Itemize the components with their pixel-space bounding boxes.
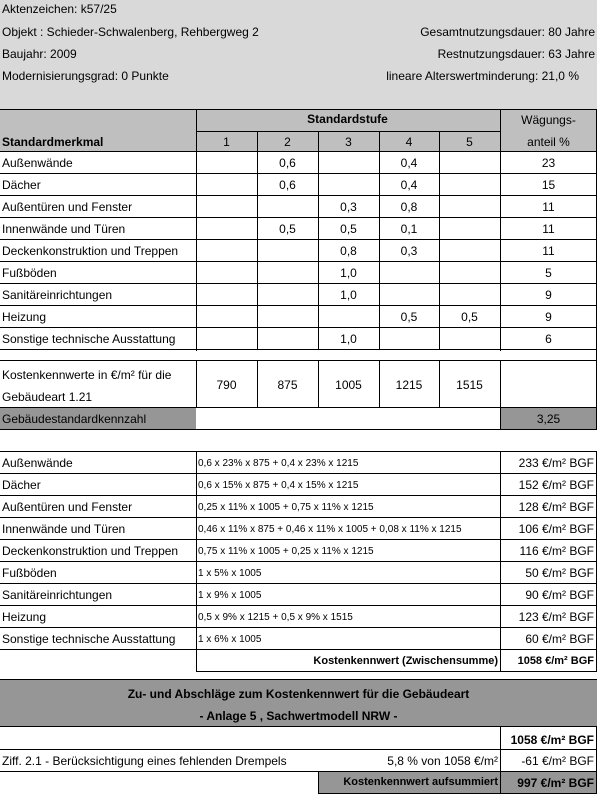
t2-row-value: 106 €/m² BGF [518,522,594,536]
t2-row-formula: 1 x 6% x 1005 [198,634,262,645]
v-rule [500,361,501,430]
standardmerkmal-header: Standardmerkmal [2,135,104,149]
h-rule [0,195,597,196]
baujahr: Baujahr: 2009 [2,47,77,61]
t1-row-stufe: 1,0 [340,332,357,346]
h-rule [0,407,597,408]
t1-row-stufe: 1,0 [340,288,357,302]
h-rule [0,151,597,152]
t1-row-waegung: 9 [545,310,552,324]
stufe-4: 4 [405,135,413,149]
t1-row-stufe: 0,5 [340,222,357,236]
t2-row-formula: 0,75 x 11% x 1005 + 0,25 x 11% x 1215 [198,546,374,557]
v-rule [500,452,501,672]
stufe-3: 3 [345,135,352,149]
standardstufe-header: Standardstufe [307,112,388,126]
ziff-calc: 5,8 % von 1058 €/m² [387,754,498,768]
h-rule [0,495,597,496]
ziff-value: -61 €/m² BGF [521,754,594,768]
h-rule [0,561,597,562]
h-rule [0,173,597,174]
v-rule [500,727,501,793]
t2-row-label: Fußböden [2,566,57,580]
t1-row-stufe: 0,6 [279,156,296,170]
t2-row-label: Heizung [2,610,47,624]
t1-row-label: Außenwände [2,156,73,170]
kosten-label-line1: Kostenkennwerte in €/m² für die [2,368,172,382]
zuschlaege-title: Zu- und Abschläge zum Kostenkennwert für die Gebäudeart [127,687,470,701]
t2-row-value: 152 €/m² BGF [518,478,594,492]
v-rule [318,772,319,794]
kosten-value-2: 875 [277,378,298,392]
objekt: Objekt : Schieder-Schwalenberg, Rehbergweg 2 [2,25,259,39]
v-rule [318,132,319,350]
stufe-1: 1 [223,135,230,149]
v-rule [257,132,258,350]
h-rule [0,451,597,452]
h-rule [0,605,597,606]
t1-row-waegung: 11 [542,244,555,258]
t1-row-waegung: 5 [545,266,552,280]
h-rule [0,649,597,650]
v-rule [500,110,501,351]
t2-row-value: 128 €/m² BGF [518,500,594,514]
t1-row-label: Fußböden [2,266,57,280]
t2-row-formula: 0,6 x 23% x 875 + 0,4 x 23% x 1215 [198,458,359,469]
t2-row-label: Dächer [2,478,41,492]
t2-row-value: 116 €/m² BGF [519,544,594,558]
v-rule [379,132,380,350]
v-rule [196,361,197,408]
h-rule [0,517,597,518]
t2-row-formula: 0,6 x 15% x 875 + 0,4 x 15% x 1215 [198,480,359,491]
t1-row-label: Dächer [2,178,41,192]
h-rule [0,360,597,361]
t1-row-waegung: 6 [545,332,552,346]
v-rule [196,452,197,672]
t1-row-label: Außentüren und Fenster [2,200,133,214]
v-rule [318,361,319,408]
h-rule [0,583,597,584]
v-rule [439,361,440,408]
kosten-value-4: 1215 [395,378,423,392]
gesamtnutzungsdauer: Gesamtnutzungsdauer: 80 Jahre [420,25,595,39]
v-rule [379,361,380,408]
t2-row-label: Innenwände und Türen [2,522,126,536]
t1-row-stufe: 0,8 [400,200,418,214]
t1-row-label: Sonstige technische Ausstattung [2,332,176,346]
t1-row-label: Innenwände und Türen [2,222,126,236]
restnutzungsdauer: Restnutzungsdauer: 63 Jahre [437,47,595,61]
kosten-value-5: 1515 [456,378,483,392]
h-rule [0,217,597,218]
t2-row-value: 123 €/m² BGF [518,610,594,624]
t1-row-stufe: 0,5 [461,310,478,324]
t1-row-label: Heizung [2,310,47,324]
t1-row-waegung: 15 [541,178,556,192]
zuschlaege-subtitle: - Anlage 5 , Sachwertmodell NRW - [199,709,398,723]
base-value: 1058 €/m² BGF [510,733,594,747]
t1-row-label: Sanitäreinrichtungen [2,288,113,302]
h-rule [0,239,597,240]
t1-row-waegung: 23 [541,156,556,170]
kennzahl-value: 3,25 [536,412,561,426]
t1-row-stufe: 1,0 [340,266,357,280]
t1-row-stufe: 0,3 [400,244,418,258]
alterswertminderung: lineare Alterswertminderung: 21,0 % [386,69,579,83]
kosten-value-3: 1005 [335,378,362,392]
t1-row-stufe: 0,3 [340,200,357,214]
h-rule [0,473,597,474]
t2-row-formula: 0,46 x 11% x 875 + 0,46 x 11% x 1005 + 0,08 x 11% x 1215 [198,524,462,535]
h-rule [196,131,500,132]
t1-row-stufe: 0,8 [340,244,357,258]
t1-row-stufe: 0,4 [400,156,418,170]
t2-row-label: Deckenkonstruktion und Treppen [2,544,179,558]
h-rule [0,261,597,262]
t2-row-formula: 0,25 x 11% x 1005 + 0,75 x 11% x 1215 [198,502,374,513]
total-label: Kostenkennwert aufsummiert [343,776,498,788]
t2-row-formula: 1 x 5% x 1005 [198,568,262,579]
h-rule [0,771,597,772]
kosten-label-line2: Gebäudeart 1.21 [2,390,93,404]
h-rule [0,726,597,727]
modernisierungsgrad: Modernisierungsgrad: 0 Punkte [2,69,169,83]
h-rule [0,283,597,284]
aktenzeichen: Aktenzeichen: k57/25 [2,2,117,16]
t2-row-value: 90 €/m² BGF [525,588,594,602]
t1-row-waegung: 11 [542,200,555,214]
t1-row-stufe: 0,4 [400,178,418,192]
waegung-header-line1: Wägungs- [521,113,576,127]
h-rule [0,429,597,430]
t1-row-stufe: 0,5 [279,222,296,236]
h-rule [0,327,597,328]
t2-row-label: Außenwände [2,456,73,470]
t2-row-formula: 1 x 9% x 1005 [198,590,262,601]
t2-row-label: Sanitäreinrichtungen [2,588,113,602]
h-rule [0,679,597,680]
kosten-value-1: 790 [216,378,237,392]
t1-row-stufe: 0,1 [400,222,418,236]
t2-row-formula: 0,5 x 9% x 1215 + 0,5 x 9% x 1515 [198,612,353,623]
h-rule [0,749,597,750]
t1-row-label: Deckenkonstruktion und Treppen [2,244,179,258]
v-rule [257,361,258,408]
h-rule [0,627,597,628]
t2-row-value: 233 €/m² BGF [518,456,594,470]
ziff-label: Ziff. 2.1 - Berücksichtigung eines fehlenden Drempels [2,754,287,768]
t1-row-stufe: 0,6 [279,178,296,192]
kennzahl-label: Gebäudestandardkennzahl [2,412,147,426]
t1-row-stufe: 0,5 [400,310,418,324]
h-rule [0,305,597,306]
subtotal-value: 1058 €/m² BGF [517,655,594,667]
h-rule [0,349,597,350]
v-rule [439,132,440,350]
h-rule [0,109,597,110]
subtotal-label: Kostenkennwert (Zwischensumme) [313,655,498,667]
t2-row-value: 50 €/m² BGF [525,566,594,580]
stufe-2: 2 [284,135,291,149]
h-rule [0,539,597,540]
t2-row-label: Sonstige technische Ausstattung [2,632,176,646]
h-rule [196,671,597,672]
t2-row-value: 60 €/m² BGF [525,632,594,646]
t1-row-waegung: 9 [545,288,552,302]
total-value: 997 €/m² BGF [517,776,594,790]
v-rule [196,110,197,351]
t1-row-waegung: 11 [542,222,555,236]
waegung-header-line2: anteil % [527,135,570,149]
stufe-5: 5 [466,135,473,149]
t2-row-label: Außentüren und Fenster [2,500,133,514]
